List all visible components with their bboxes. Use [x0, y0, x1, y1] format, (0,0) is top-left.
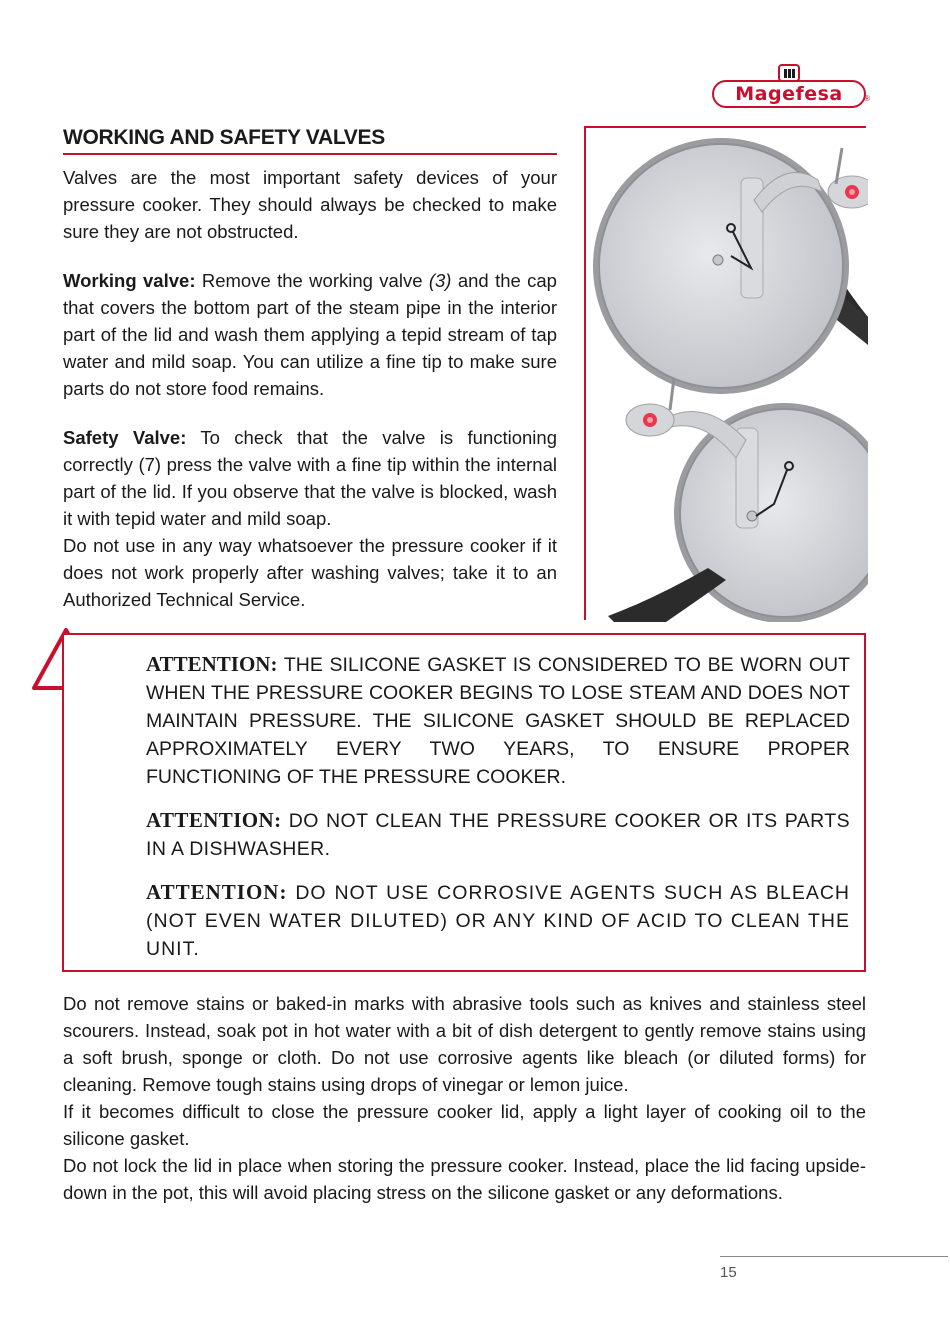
attention-dishwasher — [146, 806, 850, 863]
safety-valve-label: Safety Valve: — [63, 427, 187, 448]
attention-text: DO NOT CLEAN THE PRESSURE COOKER OR ITS PARTS IN A DISHWASHER. — [146, 810, 850, 860]
service-note: Do not use in any way whatsoever the pressure cooker if it does not work properly after washing valves; take it to an Authorized Technical Service. — [63, 535, 557, 610]
section-title: WORKING AND SAFETY VALVES — [63, 126, 557, 155]
attention-text: DO NOT USE CORROSIVE AGENTS SUCH AS BLEACH (NOT EVEN WATER DILUTED) OR ANY KIND OF ACID TO CLEAN THE UNIT. — [146, 882, 850, 960]
working-valve-text-2: and the cap that covers the bottom part of the steam pipe in the interior part of the lid and wash them applying a tepid stream of tap water and mild soap. You can utilize a fine tip to make sure parts do not store food remains. — [63, 270, 557, 399]
pressure-cooker-lid-illustration — [586, 128, 868, 622]
lid-illustration-frame — [584, 126, 866, 620]
working-valve-text-1: Remove the working valve — [195, 270, 429, 291]
safety-valve-paragraph — [63, 424, 557, 532]
working-valve-paragraph — [63, 267, 557, 402]
logo-pill — [712, 80, 870, 108]
attention-text: THE SILICONE GASKET IS CONSIDERED TO BE WORN OUT WHEN THE PRESSURE COOKER BEGINS TO LOSE STEAM AND DOES NOT MAINTAIN PRESSURE. THE SILICONE GASKET SHOULD BE REPLACED APPROXIMATELY EVERY TWO YEARS, TO ENSURE PROPER FUNCTIONING OF THE PRESSURE COOKER. — [146, 654, 850, 788]
valves-text-column — [63, 164, 557, 613]
attention-corrosive — [146, 878, 850, 963]
top-lid-illustration — [593, 138, 868, 394]
attention-lead: ATTENTION: — [146, 880, 288, 904]
brand-logo — [712, 64, 868, 110]
attention-gasket — [146, 650, 850, 791]
attention-lead: ATTENTION: — [146, 808, 282, 832]
bottom-lid-illustration — [608, 378, 868, 622]
attention-box — [62, 633, 866, 972]
safety-valve-text: To check that the valve is functioning correctly (7) press the valve with a fine tip within the internal part of the lid. If you observe that the valve is blocked, wash it with tepid water and mild soap. — [63, 427, 557, 529]
care-paragraph-stains: Do not remove stains or baked-in marks with abrasive tools such as knives and stainless steel scourers. Instead, soak pot in hot water with a bit of dish detergent to gently remove stains using a soft brush, sponge or cloth. Do not use corrosive agents like bleach (or diluted forms) for cleaning. Remove tough stains using drops of vinegar or lemon juice. — [63, 993, 866, 1095]
registered-mark: ® — [864, 94, 870, 103]
page-number: 15 — [720, 1264, 737, 1281]
care-paragraph-oil: If it becomes difficult to close the pressure cooker lid, apply a light layer of cooking oil to the silicone gasket. — [63, 1101, 866, 1149]
attention-lead: ATTENTION: — [146, 652, 278, 676]
working-valve-ref: (3) — [428, 270, 452, 291]
intro-paragraph: Valves are the most important safety devices of your pressure cooker. They should always be checked to make sure they are not obstructed. — [63, 167, 557, 242]
brand-name: Magefesa — [735, 83, 843, 105]
care-instructions — [63, 990, 866, 1206]
care-paragraph-storage: Do not lock the lid in place when storing the pressure cooker. Instead, place the lid facing upside-down in the pot, this will avoid placing stress on the silicone gasket or any deformations. — [63, 1155, 866, 1203]
working-valve-label: Working valve: — [63, 270, 196, 291]
footer-divider — [720, 1256, 948, 1257]
